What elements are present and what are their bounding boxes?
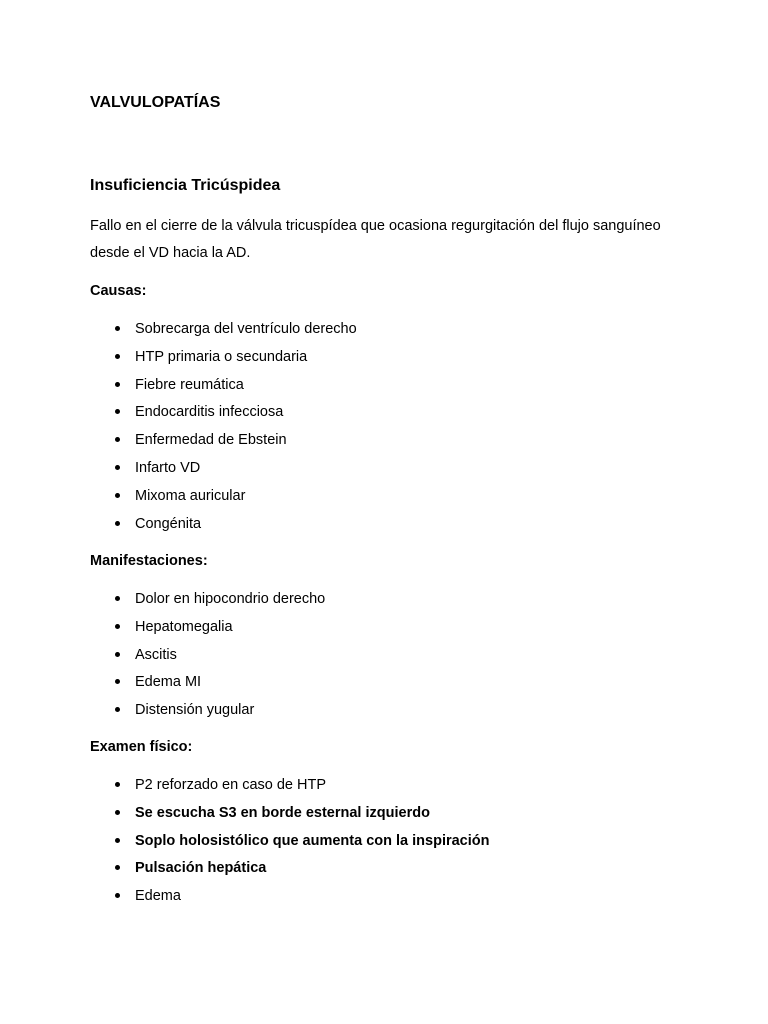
list-item (90, 775, 490, 803)
list-item-text: Edema MI (135, 674, 202, 691)
list-item (90, 803, 490, 831)
list-item-text: Infarto VD (135, 459, 201, 476)
list-item (90, 486, 357, 514)
bullet-icon (115, 707, 120, 712)
list-item (90, 347, 357, 375)
section-title: Insuficiencia Tricúspidea (90, 177, 281, 194)
bullet-icon (115, 810, 120, 815)
list-item-text: Hepatomegalia (135, 618, 233, 635)
list-item-text: Edema (135, 888, 181, 905)
list-item (90, 831, 490, 859)
list-item (90, 617, 325, 645)
list-item (90, 645, 325, 673)
list-item-text: Fiebre reumática (135, 376, 244, 393)
bullet-icon (115, 838, 120, 843)
list-item (90, 375, 357, 403)
bullet-icon (115, 652, 120, 657)
bullet-icon (115, 865, 120, 870)
manifestations-heading: Manifestaciones: (90, 553, 208, 569)
bullet-icon (115, 354, 120, 359)
bullet-icon (115, 782, 120, 787)
list-item (90, 514, 357, 542)
list-item-text: Endocarditis infecciosa (135, 404, 284, 421)
list-item (90, 589, 325, 617)
list-item (90, 858, 490, 886)
list-item (90, 430, 357, 458)
list-item-text: Dolor en hipocondrio derecho (135, 591, 326, 607)
manifestations-list (90, 589, 325, 728)
bullet-icon (115, 437, 120, 442)
bullet-icon (115, 893, 120, 898)
bullet-icon (115, 596, 120, 601)
list-item-text: Enfermedad de Ebstein (135, 432, 287, 449)
list-item-text: Mixoma auricular (135, 487, 246, 504)
list-item-text: Se escucha S3 en borde esternal izquierdo (135, 804, 430, 821)
list-item-text: Pulsación hepática (135, 860, 267, 877)
list-item (90, 700, 325, 728)
bullet-icon (115, 679, 120, 684)
list-item (90, 402, 357, 430)
list-item-text: Distensión yugular (135, 702, 255, 719)
intro-paragraph: Fallo en el cierre de la válvula tricuspídea que ocasiona regurgitación del flujo sanguíneo desde el VD hacia la AD. (90, 218, 661, 261)
list-item-text: Congénita (135, 515, 202, 532)
exam-heading: Examen físico: (90, 739, 193, 755)
list-item (90, 319, 357, 347)
bullet-icon (115, 326, 120, 331)
list-item (90, 672, 325, 700)
bullet-icon (115, 382, 120, 387)
causes-list (90, 319, 357, 541)
exam-list (90, 775, 490, 914)
bullet-icon (115, 521, 120, 526)
causes-heading: Causas: (90, 283, 147, 299)
bullet-icon (115, 465, 120, 470)
list-item (90, 886, 490, 914)
bullet-icon (115, 493, 120, 498)
list-item-text: Ascitis (135, 646, 177, 663)
bullet-icon (115, 409, 120, 414)
list-item (90, 458, 357, 486)
bullet-icon (115, 624, 120, 629)
list-item-text: Sobrecarga del ventrículo derecho (135, 321, 357, 337)
list-item-text: Soplo holosistólico que aumenta con la inspiración (135, 832, 490, 849)
document-title: VALVULOPATÍAS (90, 94, 221, 111)
list-item-text: HTP primaria o secundaria (135, 348, 308, 365)
list-item-text: P2 reforzado en caso de HTP (135, 777, 327, 793)
